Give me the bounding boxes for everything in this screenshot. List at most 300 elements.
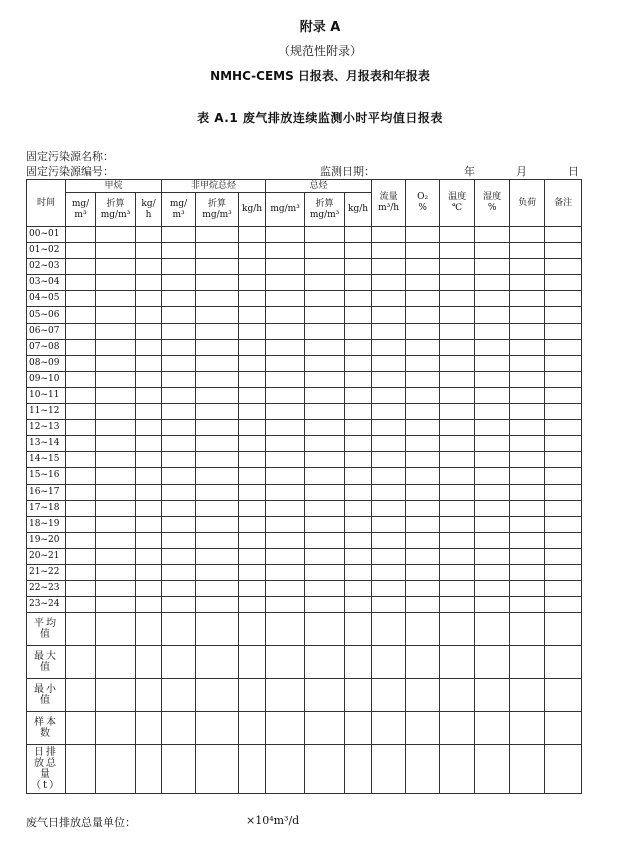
data-cell[interactable] <box>162 613 196 646</box>
data-cell[interactable] <box>136 371 162 387</box>
data-cell[interactable] <box>406 532 440 548</box>
data-cell[interactable] <box>545 468 582 484</box>
data-cell[interactable] <box>239 468 266 484</box>
data-cell[interactable] <box>196 484 239 500</box>
data-cell[interactable] <box>406 452 440 468</box>
data-cell[interactable] <box>266 646 305 679</box>
data-cell[interactable] <box>136 404 162 420</box>
data-cell[interactable] <box>406 548 440 564</box>
data-cell[interactable] <box>96 307 136 323</box>
data-cell[interactable] <box>510 420 545 436</box>
data-cell[interactable] <box>345 597 372 613</box>
data-cell[interactable] <box>196 307 239 323</box>
data-cell[interactable] <box>266 307 305 323</box>
data-cell[interactable] <box>239 500 266 516</box>
data-cell[interactable] <box>196 275 239 291</box>
data-cell[interactable] <box>510 371 545 387</box>
data-cell[interactable] <box>510 564 545 580</box>
data-cell[interactable] <box>440 468 475 484</box>
data-cell[interactable] <box>510 275 545 291</box>
data-cell[interactable] <box>162 564 196 580</box>
data-cell[interactable] <box>510 259 545 275</box>
data-cell[interactable] <box>136 646 162 679</box>
data-cell[interactable] <box>66 323 96 339</box>
data-cell[interactable] <box>510 532 545 548</box>
data-cell[interactable] <box>406 227 440 243</box>
data-cell[interactable] <box>475 452 510 468</box>
data-cell[interactable] <box>440 500 475 516</box>
data-cell[interactable] <box>372 516 406 532</box>
data-cell[interactable] <box>266 679 305 712</box>
data-cell[interactable] <box>475 646 510 679</box>
data-cell[interactable] <box>406 387 440 403</box>
data-cell[interactable] <box>66 712 96 745</box>
data-cell[interactable] <box>96 259 136 275</box>
data-cell[interactable] <box>266 532 305 548</box>
data-cell[interactable] <box>372 745 406 794</box>
data-cell[interactable] <box>406 420 440 436</box>
data-cell[interactable] <box>406 516 440 532</box>
data-cell[interactable] <box>266 581 305 597</box>
data-cell[interactable] <box>162 745 196 794</box>
data-cell[interactable] <box>510 243 545 259</box>
data-cell[interactable] <box>305 745 345 794</box>
data-cell[interactable] <box>66 404 96 420</box>
data-cell[interactable] <box>372 646 406 679</box>
data-cell[interactable] <box>305 404 345 420</box>
data-cell[interactable] <box>440 404 475 420</box>
data-cell[interactable] <box>266 387 305 403</box>
data-cell[interactable] <box>406 581 440 597</box>
data-cell[interactable] <box>162 532 196 548</box>
data-cell[interactable] <box>162 646 196 679</box>
data-cell[interactable] <box>266 745 305 794</box>
data-cell[interactable] <box>162 679 196 712</box>
data-cell[interactable] <box>162 371 196 387</box>
data-cell[interactable] <box>162 484 196 500</box>
data-cell[interactable] <box>305 500 345 516</box>
data-cell[interactable] <box>136 548 162 564</box>
data-cell[interactable] <box>475 355 510 371</box>
data-cell[interactable] <box>510 227 545 243</box>
data-cell[interactable] <box>136 581 162 597</box>
data-cell[interactable] <box>545 371 582 387</box>
data-cell[interactable] <box>305 516 345 532</box>
data-cell[interactable] <box>136 436 162 452</box>
data-cell[interactable] <box>196 532 239 548</box>
data-cell[interactable] <box>162 500 196 516</box>
data-cell[interactable] <box>406 371 440 387</box>
data-cell[interactable] <box>510 597 545 613</box>
data-cell[interactable] <box>510 484 545 500</box>
data-cell[interactable] <box>66 597 96 613</box>
data-cell[interactable] <box>266 452 305 468</box>
data-cell[interactable] <box>66 500 96 516</box>
data-cell[interactable] <box>239 307 266 323</box>
data-cell[interactable] <box>305 712 345 745</box>
data-cell[interactable] <box>162 712 196 745</box>
data-cell[interactable] <box>475 712 510 745</box>
data-cell[interactable] <box>475 597 510 613</box>
data-cell[interactable] <box>136 355 162 371</box>
data-cell[interactable] <box>475 259 510 275</box>
data-cell[interactable] <box>345 532 372 548</box>
data-cell[interactable] <box>196 339 239 355</box>
data-cell[interactable] <box>545 516 582 532</box>
data-cell[interactable] <box>372 355 406 371</box>
data-cell[interactable] <box>545 275 582 291</box>
data-cell[interactable] <box>136 613 162 646</box>
data-cell[interactable] <box>406 484 440 500</box>
data-cell[interactable] <box>162 452 196 468</box>
data-cell[interactable] <box>266 371 305 387</box>
data-cell[interactable] <box>162 581 196 597</box>
data-cell[interactable] <box>305 420 345 436</box>
data-cell[interactable] <box>136 468 162 484</box>
data-cell[interactable] <box>345 516 372 532</box>
data-cell[interactable] <box>345 745 372 794</box>
data-cell[interactable] <box>545 484 582 500</box>
data-cell[interactable] <box>136 339 162 355</box>
data-cell[interactable] <box>196 548 239 564</box>
data-cell[interactable] <box>475 500 510 516</box>
data-cell[interactable] <box>196 597 239 613</box>
data-cell[interactable] <box>440 227 475 243</box>
data-cell[interactable] <box>406 291 440 307</box>
data-cell[interactable] <box>239 452 266 468</box>
data-cell[interactable] <box>196 452 239 468</box>
data-cell[interactable] <box>545 387 582 403</box>
data-cell[interactable] <box>440 548 475 564</box>
data-cell[interactable] <box>305 387 345 403</box>
data-cell[interactable] <box>372 468 406 484</box>
data-cell[interactable] <box>406 564 440 580</box>
data-cell[interactable] <box>345 564 372 580</box>
data-cell[interactable] <box>345 420 372 436</box>
data-cell[interactable] <box>136 275 162 291</box>
data-cell[interactable] <box>475 436 510 452</box>
data-cell[interactable] <box>239 581 266 597</box>
data-cell[interactable] <box>239 387 266 403</box>
data-cell[interactable] <box>162 436 196 452</box>
data-cell[interactable] <box>406 307 440 323</box>
data-cell[interactable] <box>406 500 440 516</box>
data-cell[interactable] <box>406 646 440 679</box>
data-cell[interactable] <box>545 339 582 355</box>
data-cell[interactable] <box>266 468 305 484</box>
data-cell[interactable] <box>196 355 239 371</box>
data-cell[interactable] <box>96 323 136 339</box>
data-cell[interactable] <box>162 468 196 484</box>
data-cell[interactable] <box>510 323 545 339</box>
data-cell[interactable] <box>66 745 96 794</box>
data-cell[interactable] <box>475 291 510 307</box>
data-cell[interactable] <box>345 275 372 291</box>
data-cell[interactable] <box>162 307 196 323</box>
data-cell[interactable] <box>305 371 345 387</box>
data-cell[interactable] <box>136 387 162 403</box>
data-cell[interactable] <box>406 468 440 484</box>
data-cell[interactable] <box>372 581 406 597</box>
data-cell[interactable] <box>305 484 345 500</box>
data-cell[interactable] <box>196 712 239 745</box>
data-cell[interactable] <box>406 339 440 355</box>
data-cell[interactable] <box>96 745 136 794</box>
data-cell[interactable] <box>66 387 96 403</box>
data-cell[interactable] <box>545 404 582 420</box>
data-cell[interactable] <box>372 259 406 275</box>
data-cell[interactable] <box>136 679 162 712</box>
data-cell[interactable] <box>510 307 545 323</box>
data-cell[interactable] <box>136 516 162 532</box>
data-cell[interactable] <box>545 581 582 597</box>
data-cell[interactable] <box>545 436 582 452</box>
data-cell[interactable] <box>266 420 305 436</box>
data-cell[interactable] <box>345 484 372 500</box>
data-cell[interactable] <box>510 355 545 371</box>
data-cell[interactable] <box>510 646 545 679</box>
data-cell[interactable] <box>266 516 305 532</box>
data-cell[interactable] <box>66 371 96 387</box>
data-cell[interactable] <box>196 516 239 532</box>
data-cell[interactable] <box>440 243 475 259</box>
data-cell[interactable] <box>305 564 345 580</box>
data-cell[interactable] <box>96 532 136 548</box>
data-cell[interactable] <box>372 387 406 403</box>
data-cell[interactable] <box>96 564 136 580</box>
data-cell[interactable] <box>510 613 545 646</box>
data-cell[interactable] <box>406 712 440 745</box>
data-cell[interactable] <box>345 339 372 355</box>
data-cell[interactable] <box>545 679 582 712</box>
data-cell[interactable] <box>162 243 196 259</box>
data-cell[interactable] <box>96 339 136 355</box>
data-cell[interactable] <box>440 484 475 500</box>
data-cell[interactable] <box>545 420 582 436</box>
data-cell[interactable] <box>545 500 582 516</box>
data-cell[interactable] <box>162 227 196 243</box>
data-cell[interactable] <box>136 291 162 307</box>
data-cell[interactable] <box>66 532 96 548</box>
data-cell[interactable] <box>162 420 196 436</box>
data-cell[interactable] <box>196 243 239 259</box>
data-cell[interactable] <box>66 339 96 355</box>
data-cell[interactable] <box>372 227 406 243</box>
data-cell[interactable] <box>305 275 345 291</box>
data-cell[interactable] <box>96 712 136 745</box>
data-cell[interactable] <box>266 500 305 516</box>
data-cell[interactable] <box>475 275 510 291</box>
data-cell[interactable] <box>372 500 406 516</box>
data-cell[interactable] <box>345 679 372 712</box>
data-cell[interactable] <box>96 613 136 646</box>
data-cell[interactable] <box>96 500 136 516</box>
data-cell[interactable] <box>372 532 406 548</box>
data-cell[interactable] <box>66 548 96 564</box>
data-cell[interactable] <box>440 355 475 371</box>
data-cell[interactable] <box>510 468 545 484</box>
data-cell[interactable] <box>475 548 510 564</box>
data-cell[interactable] <box>440 452 475 468</box>
data-cell[interactable] <box>305 452 345 468</box>
data-cell[interactable] <box>305 532 345 548</box>
data-cell[interactable] <box>545 227 582 243</box>
data-cell[interactable] <box>510 339 545 355</box>
data-cell[interactable] <box>372 712 406 745</box>
data-cell[interactable] <box>162 404 196 420</box>
data-cell[interactable] <box>266 227 305 243</box>
data-cell[interactable] <box>545 548 582 564</box>
data-cell[interactable] <box>136 712 162 745</box>
data-cell[interactable] <box>510 745 545 794</box>
data-cell[interactable] <box>545 355 582 371</box>
data-cell[interactable] <box>372 564 406 580</box>
data-cell[interactable] <box>440 646 475 679</box>
data-cell[interactable] <box>239 548 266 564</box>
data-cell[interactable] <box>475 323 510 339</box>
data-cell[interactable] <box>475 371 510 387</box>
data-cell[interactable] <box>372 307 406 323</box>
data-cell[interactable] <box>162 323 196 339</box>
data-cell[interactable] <box>545 243 582 259</box>
data-cell[interactable] <box>475 679 510 712</box>
data-cell[interactable] <box>406 243 440 259</box>
data-cell[interactable] <box>475 613 510 646</box>
data-cell[interactable] <box>372 420 406 436</box>
data-cell[interactable] <box>239 516 266 532</box>
data-cell[interactable] <box>239 597 266 613</box>
data-cell[interactable] <box>510 500 545 516</box>
data-cell[interactable] <box>239 243 266 259</box>
data-cell[interactable] <box>239 291 266 307</box>
data-cell[interactable] <box>440 564 475 580</box>
data-cell[interactable] <box>66 243 96 259</box>
data-cell[interactable] <box>475 339 510 355</box>
data-cell[interactable] <box>305 227 345 243</box>
data-cell[interactable] <box>96 516 136 532</box>
data-cell[interactable] <box>372 371 406 387</box>
data-cell[interactable] <box>136 307 162 323</box>
data-cell[interactable] <box>545 597 582 613</box>
data-cell[interactable] <box>372 548 406 564</box>
data-cell[interactable] <box>440 339 475 355</box>
data-cell[interactable] <box>510 548 545 564</box>
data-cell[interactable] <box>406 275 440 291</box>
data-cell[interactable] <box>96 227 136 243</box>
data-cell[interactable] <box>239 532 266 548</box>
data-cell[interactable] <box>345 291 372 307</box>
data-cell[interactable] <box>196 420 239 436</box>
data-cell[interactable] <box>372 452 406 468</box>
data-cell[interactable] <box>96 371 136 387</box>
data-cell[interactable] <box>372 613 406 646</box>
data-cell[interactable] <box>475 581 510 597</box>
data-cell[interactable] <box>440 323 475 339</box>
data-cell[interactable] <box>96 291 136 307</box>
data-cell[interactable] <box>305 646 345 679</box>
data-cell[interactable] <box>96 275 136 291</box>
data-cell[interactable] <box>266 355 305 371</box>
data-cell[interactable] <box>305 679 345 712</box>
data-cell[interactable] <box>66 613 96 646</box>
data-cell[interactable] <box>196 436 239 452</box>
data-cell[interactable] <box>96 404 136 420</box>
data-cell[interactable] <box>305 339 345 355</box>
data-cell[interactable] <box>136 500 162 516</box>
data-cell[interactable] <box>475 307 510 323</box>
data-cell[interactable] <box>162 597 196 613</box>
data-cell[interactable] <box>136 484 162 500</box>
data-cell[interactable] <box>406 259 440 275</box>
data-cell[interactable] <box>266 597 305 613</box>
data-cell[interactable] <box>440 679 475 712</box>
data-cell[interactable] <box>96 243 136 259</box>
data-cell[interactable] <box>266 548 305 564</box>
data-cell[interactable] <box>305 355 345 371</box>
data-cell[interactable] <box>345 355 372 371</box>
data-cell[interactable] <box>136 227 162 243</box>
data-cell[interactable] <box>510 712 545 745</box>
data-cell[interactable] <box>239 712 266 745</box>
data-cell[interactable] <box>372 275 406 291</box>
data-cell[interactable] <box>96 597 136 613</box>
data-cell[interactable] <box>66 581 96 597</box>
data-cell[interactable] <box>406 436 440 452</box>
data-cell[interactable] <box>66 436 96 452</box>
data-cell[interactable] <box>266 712 305 745</box>
data-cell[interactable] <box>545 307 582 323</box>
data-cell[interactable] <box>305 259 345 275</box>
data-cell[interactable] <box>266 436 305 452</box>
data-cell[interactable] <box>440 712 475 745</box>
data-cell[interactable] <box>239 745 266 794</box>
data-cell[interactable] <box>545 259 582 275</box>
data-cell[interactable] <box>162 548 196 564</box>
data-cell[interactable] <box>239 227 266 243</box>
data-cell[interactable] <box>239 323 266 339</box>
data-cell[interactable] <box>345 500 372 516</box>
data-cell[interactable] <box>440 581 475 597</box>
data-cell[interactable] <box>372 436 406 452</box>
data-cell[interactable] <box>66 516 96 532</box>
data-cell[interactable] <box>96 420 136 436</box>
data-cell[interactable] <box>136 323 162 339</box>
data-cell[interactable] <box>196 291 239 307</box>
data-cell[interactable] <box>406 745 440 794</box>
data-cell[interactable] <box>440 597 475 613</box>
data-cell[interactable] <box>239 436 266 452</box>
data-cell[interactable] <box>96 355 136 371</box>
data-cell[interactable] <box>406 404 440 420</box>
data-cell[interactable] <box>266 243 305 259</box>
data-cell[interactable] <box>66 227 96 243</box>
data-cell[interactable] <box>345 581 372 597</box>
data-cell[interactable] <box>136 452 162 468</box>
data-cell[interactable] <box>406 323 440 339</box>
data-cell[interactable] <box>66 275 96 291</box>
data-cell[interactable] <box>372 323 406 339</box>
data-cell[interactable] <box>266 613 305 646</box>
data-cell[interactable] <box>510 387 545 403</box>
data-cell[interactable] <box>372 679 406 712</box>
data-cell[interactable] <box>96 436 136 452</box>
data-cell[interactable] <box>545 745 582 794</box>
data-cell[interactable] <box>239 355 266 371</box>
data-cell[interactable] <box>475 516 510 532</box>
data-cell[interactable] <box>196 323 239 339</box>
data-cell[interactable] <box>266 275 305 291</box>
data-cell[interactable] <box>305 548 345 564</box>
